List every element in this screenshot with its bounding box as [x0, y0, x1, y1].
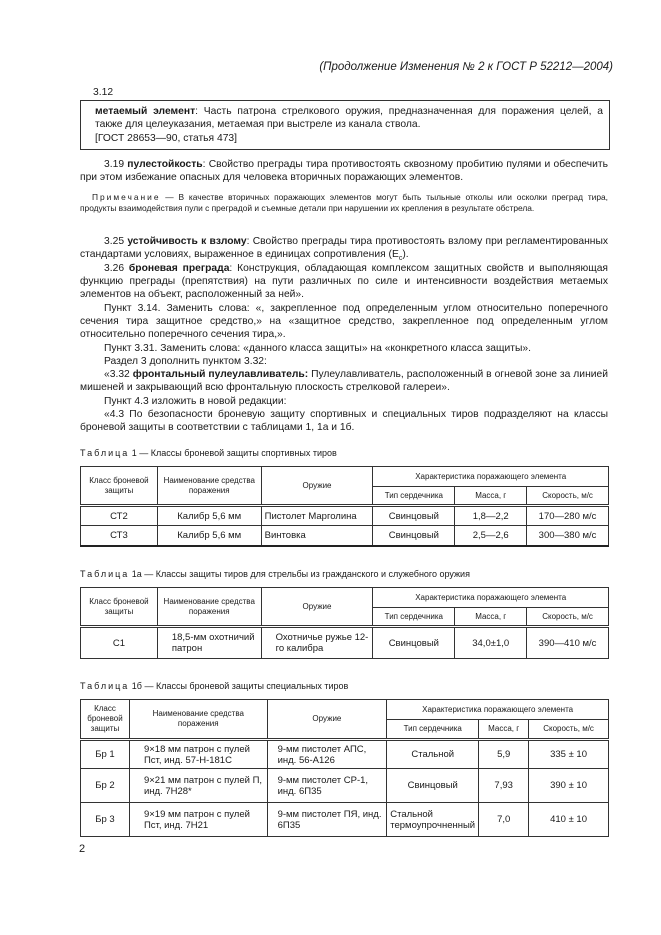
table-1b — [80, 699, 609, 837]
table-cell: 9×18 мм патрон с пулей Пст, инд. 57-Н-181С — [129, 740, 267, 769]
table-cell: 9-мм пистолет ПЯ, инд. 6П35 — [267, 803, 387, 837]
table-row — [81, 506, 609, 526]
table-title: 1б — Классы броневой защиты специальных тиров — [129, 681, 349, 691]
header-means: Наименование средства поражения — [157, 467, 261, 506]
header-characteristics: Характеристика поражающего элемента — [373, 467, 609, 487]
table-cell: 170—280 м/с — [527, 506, 609, 526]
table-row — [81, 627, 609, 659]
header-weapon: Оружие — [267, 700, 387, 740]
table-cell: Стальной — [387, 740, 479, 769]
table-cell: Свинцовый — [387, 769, 479, 803]
header-characteristics: Характеристика поражающего элемента — [387, 700, 609, 720]
clause-3-12-number: 3.12 — [93, 87, 114, 98]
table-1b-caption — [80, 681, 348, 691]
clause-3-19 — [80, 158, 608, 184]
table-cell: С1 — [81, 627, 158, 659]
header-speed: Скорость, м/с — [527, 608, 609, 627]
page-number: 2 — [79, 843, 86, 855]
header-mass: Масса, г — [455, 608, 527, 627]
clause-term: броневая преграда — [128, 263, 230, 274]
definition-term: метаемый элемент — [95, 106, 196, 117]
header-class: Класс броневой защиты — [81, 588, 158, 627]
table-cell: Свинцовый — [373, 526, 455, 546]
table-cell: Бр 1 — [81, 740, 130, 769]
table-label: Таблица — [80, 681, 130, 691]
table-cell: 390—410 м/с — [527, 627, 609, 659]
table-cell: Стальной термоупрочненный — [387, 803, 479, 837]
table-1a-caption — [80, 569, 470, 579]
table-row — [81, 769, 609, 803]
definition-box — [80, 100, 610, 150]
table-cell: 390 ± 10 — [529, 769, 609, 803]
section-3-addition: Раздел 3 дополнить пунктом 3.32: — [104, 356, 267, 367]
table-cell: 9×19 мм патрон с пулей Пст, инд. 7Н21 — [129, 803, 267, 837]
header-core: Тип сердечника — [373, 608, 455, 627]
clause-3-25 — [80, 235, 608, 265]
note — [80, 192, 608, 214]
table-cell: Свинцовый — [373, 627, 455, 659]
table-cell: 300—380 м/с — [527, 526, 609, 546]
table-cell: 7,0 — [479, 803, 529, 837]
header-weapon: Оружие — [261, 588, 373, 627]
clause-3-32 — [80, 368, 608, 394]
table-cell: СТ2 — [81, 506, 158, 526]
subscript: c — [398, 255, 403, 263]
table-title: 1 — Классы броневой защиты спортивных тиров — [129, 448, 337, 458]
table-cell: 18,5-мм охотничий патрон — [157, 627, 261, 659]
table-row — [81, 740, 609, 769]
clause-text: : Свойство преграды тира противостоять сквозному пробитию пулями и обеспечить при этом избежание опасных для человека вторичных поражающих элементов. — [80, 159, 609, 184]
header-mass: Масса, г — [455, 487, 527, 506]
table-cell: 410 ± 10 — [529, 803, 609, 837]
table-1a — [80, 587, 609, 659]
header-mass: Масса, г — [479, 720, 529, 740]
table-cell: 9×21 мм патрон с пулей П, инд. 7Н28* — [129, 769, 267, 803]
clause-3-26 — [80, 262, 608, 302]
table-cell: 1,8—2,2 — [455, 506, 527, 526]
header-means: Наименование средства поражения — [157, 588, 261, 627]
note-text: — В качестве вторичных поражающих элементов могут быть тыльные отколы или осколки преград тира, продукты взаимодействия пули с преградой и съемные детали при нарушении их крепления в результате обстрела. — [80, 192, 608, 214]
clause-text: : Свойство преграды тира противостоять взлому при регламентированных стандартами условиях, выраженное в единицах сопротивления (E — [80, 236, 608, 261]
table-cell: Бр 3 — [81, 803, 130, 837]
table-label: Таблица — [80, 569, 130, 579]
table-1-caption — [80, 448, 337, 458]
clause-number: 3.19 — [104, 159, 128, 170]
definition-reference: [ГОСТ 28653—90, статья 473] — [95, 132, 238, 144]
header-speed: Скорость, м/с — [529, 720, 609, 740]
header-class: Класс броневой защиты — [81, 467, 158, 506]
table-label: Таблица — [80, 448, 130, 458]
clause-4-3-change: Пункт 4.3 изложить в новой редакции: — [104, 396, 287, 407]
clause-text: : Конструкция, обладающая комплексом защитных свойств и выполняющая функцию преграды (препятствия) на пути различных по силе и интенсивности воздействия метаемых элементов на объект, расположенный за ней». — [80, 263, 608, 301]
table-cell: 5,9 — [479, 740, 529, 769]
table-cell: Бр 2 — [81, 769, 130, 803]
header-characteristics: Характеристика поражающего элемента — [373, 588, 609, 608]
table-cell: 34,0±1,0 — [455, 627, 527, 659]
page-header: (Продолжение Изменения № 2 к ГОСТ Р 52212—2004) — [319, 61, 613, 73]
definition-text: : Часть патрона стрелкового оружия, предназначенная для поражения целей, а также для целеуказания, метаемая при выстреле из канала ствола. — [95, 106, 603, 131]
clause-term: пулестойкость — [127, 159, 203, 170]
clause-3-14-change: Пункт 3.14. Заменить слова: «, закрепленное под определенным углом относительно поперечного сечения тира защитное средство,» на «защитное средство, закрепленное под определенным углом относительно поперечного сечения тира,». — [80, 303, 608, 341]
table-cell: 7,93 — [479, 769, 529, 803]
header-weapon: Оружие — [261, 467, 373, 506]
table-title: 1а — Классы защиты тиров для стрельбы из гражданского и служебного оружия — [129, 569, 470, 579]
table-cell: СТ3 — [81, 526, 158, 546]
clause-4-3-text: «4.3 По безопасности броневую защиту спортивных и специальных тиров подразделяют на классы броневой защиты в соответствии с таблицами 1, 1а и 1б. — [80, 409, 608, 434]
clause-number: 3.25 — [104, 236, 128, 247]
table-cell: 335 ± 10 — [529, 740, 609, 769]
header-means: Наименование средства поражения — [129, 700, 267, 740]
table-1 — [80, 466, 609, 547]
table-cell: Калибр 5,6 мм — [157, 506, 261, 526]
header-core: Тип сердечника — [387, 720, 479, 740]
table-cell: Калибр 5,6 мм — [157, 526, 261, 546]
table-row — [81, 803, 609, 837]
table-cell: 9-мм пистолет АПС, инд. 56-А126 — [267, 740, 387, 769]
note-label: Примечание — [92, 192, 161, 202]
table-row — [81, 526, 609, 546]
clause-term: устойчивость к взлому — [127, 236, 247, 247]
clause-end: ). — [402, 249, 409, 261]
header-core: Тип сердечника — [373, 487, 455, 506]
table-cell: 9-мм пистолет СР-1, инд. 6П35 — [267, 769, 387, 803]
table-cell: Винтовка — [261, 526, 373, 546]
clause-number: 3.26 — [104, 263, 129, 274]
table-cell: Охотничье ружье 12-го калибра — [261, 627, 373, 659]
header-class: Класс броневой защиты — [81, 700, 130, 740]
clause-term: фронтальный пулеулавливатель: — [132, 369, 309, 380]
table-cell: 2,5—2,6 — [455, 526, 527, 546]
clause-number: «3.32 — [104, 369, 133, 380]
header-speed: Скорость, м/с — [527, 487, 609, 506]
table-cell: Пистолет Марголина — [261, 506, 373, 526]
clause-3-31-change: Пункт 3.31. Заменить слова: «данного класса защиты» на «конкретного класса защиты». — [104, 343, 531, 354]
clause-text: Пулеулавливатель, расположенный в огневой зоне за линией мишеней и закрывающий всю фронтальную плоскость стрелковой галереи». — [80, 369, 608, 394]
table-cell: Свинцовый — [373, 506, 455, 526]
